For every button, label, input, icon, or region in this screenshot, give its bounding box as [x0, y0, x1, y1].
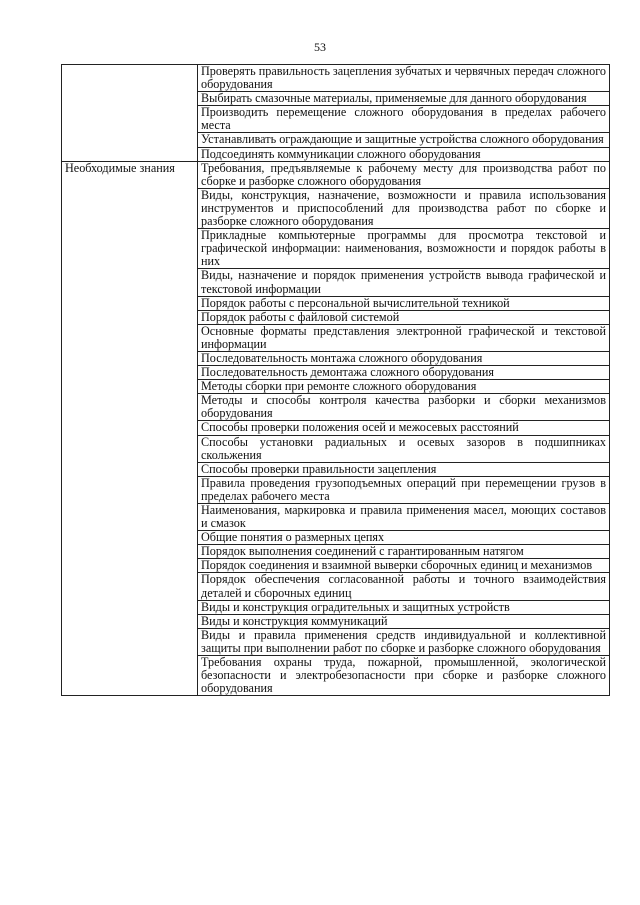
- table-row: [62, 65, 610, 92]
- knowledge-item: Наименования, маркировка и правила применения масел, моющих составов и смазок: [198, 504, 610, 531]
- knowledge-item: Порядок работы с файловой системой: [198, 310, 610, 324]
- knowledge-item: Виды и конструкция оградительных и защитных устройств: [198, 600, 610, 614]
- page-number: 53: [314, 40, 326, 54]
- competency-table: [61, 64, 610, 696]
- knowledge-item: Виды и правила применения средств индивидуальной и коллективной защиты при выполнении работ по сборке и разборке сложного оборудования: [198, 628, 610, 655]
- skills-item: Выбирать смазочные материалы, применяемые для данного оборудования: [198, 92, 610, 106]
- knowledge-item: Последовательность монтажа сложного оборудования: [198, 351, 610, 365]
- knowledge-item: Способы проверки положения осей и межосевых расстояний: [198, 421, 610, 435]
- knowledge-item: Прикладные компьютерные программы для просмотра текстовой и графической информации: наименования, возможности и порядок работы в них: [198, 229, 610, 269]
- knowledge-item: Требования, предъявляемые к рабочему месту для производства работ по сборке и разборке сложного оборудования: [198, 161, 610, 188]
- knowledge-item: Способы проверки правильности зацепления: [198, 462, 610, 476]
- table-body: [62, 65, 610, 696]
- knowledge-item: Порядок обеспечения согласованной работы и точного взаимодействия деталей и сборочных единиц: [198, 573, 610, 600]
- knowledge-item: Последовательность демонтажа сложного оборудования: [198, 366, 610, 380]
- knowledge-item: Виды, назначение и порядок применения устройств вывода графической и текстовой информации: [198, 269, 610, 296]
- skills-item: Производить перемещение сложного оборудования в пределах рабочего места: [198, 106, 610, 133]
- knowledge-item: Способы установки радиальных и осевых зазоров в подшипниках скольжения: [198, 435, 610, 462]
- knowledge-item: Порядок работы с персональной вычислительной техникой: [198, 296, 610, 310]
- knowledge-item: Правила проведения грузоподъемных операций при перемещении грузов в пределах рабочего места: [198, 476, 610, 503]
- table-row: [62, 161, 610, 188]
- knowledge-item: Требования охраны труда, пожарной, промышленной, экологической безопасности и электробезопасности при сборке и разборке сложного оборудования: [198, 656, 610, 696]
- knowledge-item: Порядок соединения и взаимной выверки сборочных единиц и механизмов: [198, 559, 610, 573]
- knowledge-item: Методы сборки при ремонте сложного оборудования: [198, 380, 610, 394]
- knowledge-item: Методы и способы контроля качества разборки и сборки механизмов оборудования: [198, 394, 610, 421]
- knowledge-item: Виды и конструкция коммуникаций: [198, 614, 610, 628]
- knowledge-label: Необходимые знания: [62, 161, 198, 696]
- skills-item: Устанавливать ограждающие и защитные устройства сложного оборудования: [198, 133, 610, 147]
- knowledge-item: Основные форматы представления электронной графической и текстовой информации: [198, 324, 610, 351]
- knowledge-item: Виды, конструкция, назначение, возможности и правила использования инструментов и приспособлений для производства работ по сборке и разборке сложного оборудования: [198, 188, 610, 228]
- skills-item: Подсоединять коммуникации сложного оборудования: [198, 147, 610, 161]
- knowledge-item: Общие понятия о размерных цепях: [198, 531, 610, 545]
- skills-item: Проверять правильность зацепления зубчатых и червячных передач сложного оборудования: [198, 65, 610, 92]
- knowledge-item: Порядок выполнения соединений с гарантированным натягом: [198, 545, 610, 559]
- skills-label: [62, 65, 198, 162]
